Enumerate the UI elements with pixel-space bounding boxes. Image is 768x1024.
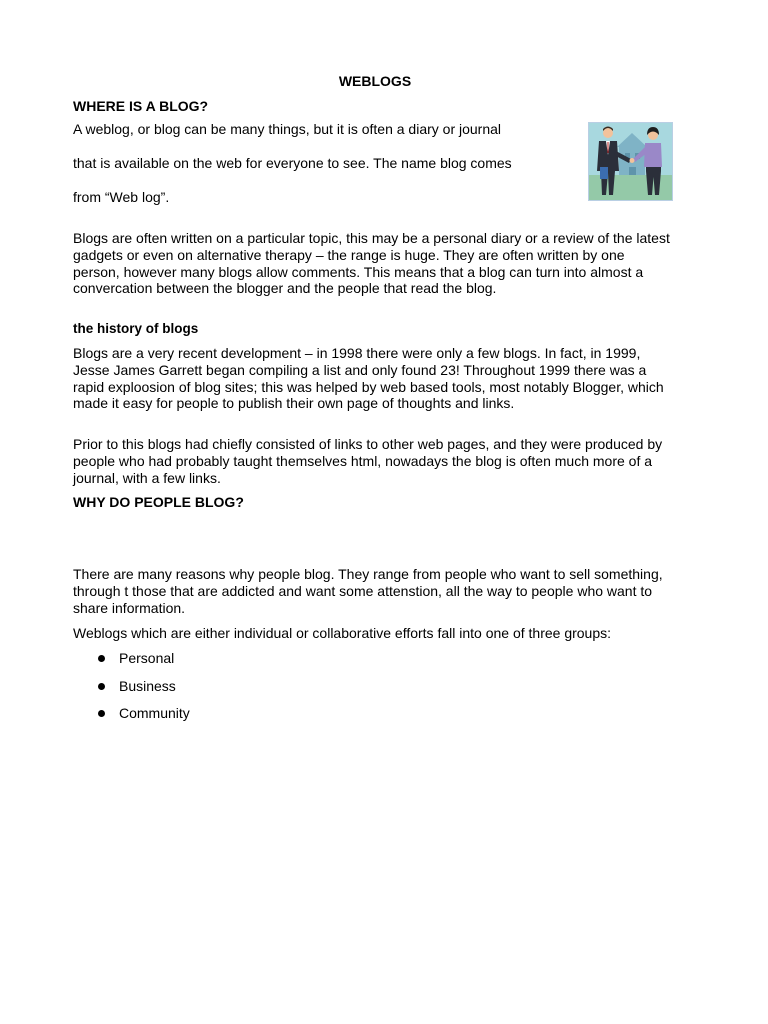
section-heading-why-do-people-blog: WHY DO PEOPLE BLOG? xyxy=(73,494,244,510)
document-title: WEBLOGS xyxy=(338,73,412,89)
list-item xyxy=(73,705,573,733)
intro-line-3: from “Web log”. xyxy=(73,189,170,205)
list-item-label: Personal xyxy=(119,650,175,666)
handshake-clipart-image xyxy=(588,122,673,201)
groups-intro-paragraph: Weblogs which are either individual or collaborative efforts fall into one of three groups: xyxy=(73,625,612,641)
list-item xyxy=(73,678,573,706)
intro-line-2: that is available on the web for everyone to see. The name blog comes xyxy=(73,155,512,171)
section-heading-history-of-blogs: the history of blogs xyxy=(73,321,199,336)
intro-line-1: A weblog, or blog can be many things, but it is often a diary or journal xyxy=(73,121,502,137)
bullet-icon xyxy=(98,683,105,690)
blog-topics-paragraph: Blogs are often written on a particular topic, this may be a personal diary or a review of the latest gadgets or even on alternative therapy – the range is huge. They are often written by one person, however many blogs allow comments. This means that a blog can turn into almost a convercation between the blogger and the people that read the blog. xyxy=(73,230,670,297)
list-item-label: Community xyxy=(119,705,190,721)
history-paragraph-1: Blogs are a very recent development – in 1998 there were only a few blogs. In fact, in 1999, Jesse James Garrett began compiling a list and only found 23! Throughout 1999 there was a rapid exploosion of blog sites; this was helped by web based tools, most notably Blogger, which made it easy for people to publish their own page of thoughts and links. xyxy=(73,345,664,412)
history-paragraph-2: Prior to this blogs had chiefly consisted of links to other web pages, and they were produced by people who had probably taught themselves html, nowadays the blog is often much more of a journal, with a few links. xyxy=(73,436,663,486)
list-item xyxy=(73,650,573,678)
bullet-icon xyxy=(98,710,105,717)
list-item-label: Business xyxy=(119,677,176,694)
blog-groups-list xyxy=(73,650,573,733)
bullet-icon xyxy=(98,655,105,662)
handshake-icon xyxy=(589,123,672,200)
reasons-paragraph: There are many reasons why people blog. They range from people who want to sell something, through t those that are addicted and want some attenstion, all the way to people who want to share information. xyxy=(73,566,663,616)
section-heading-where-is-a-blog: WHERE IS A BLOG? xyxy=(73,98,209,114)
